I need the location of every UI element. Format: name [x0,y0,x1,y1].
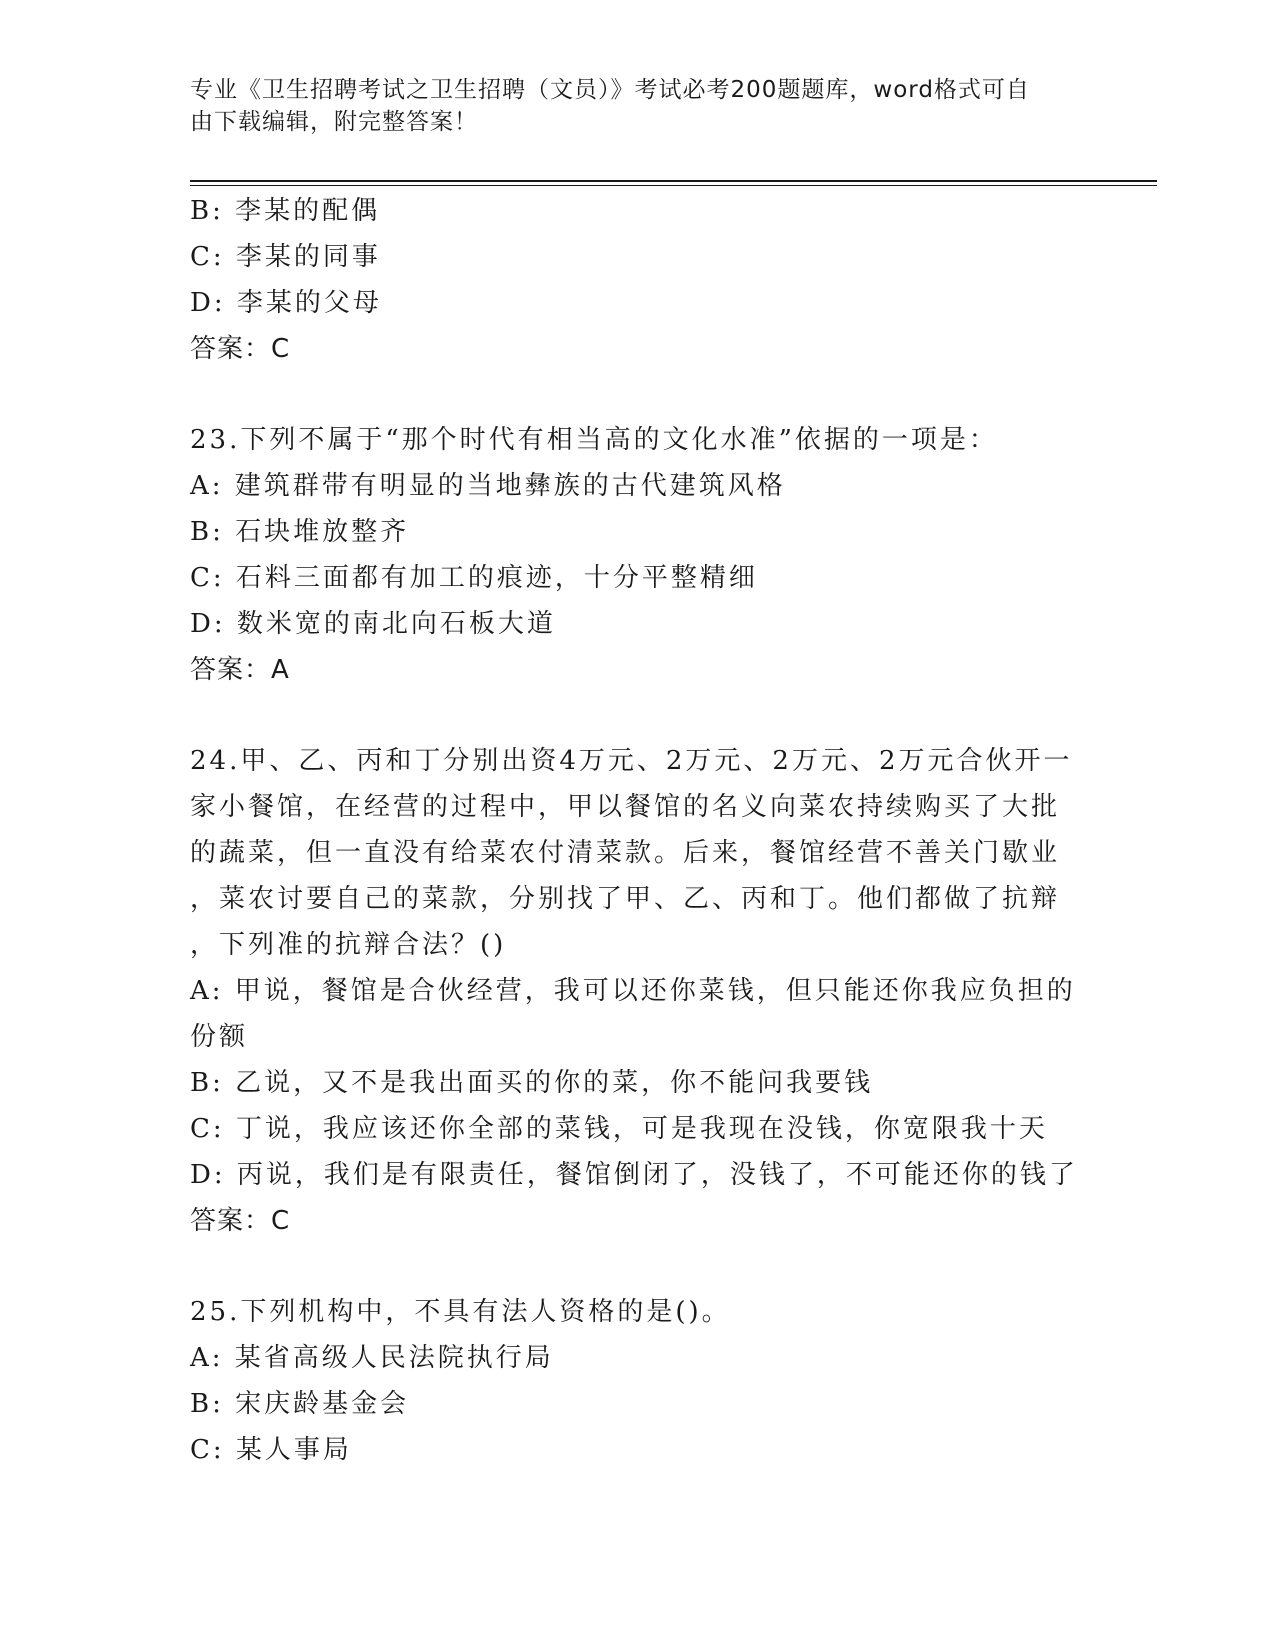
header-rule-thick [190,180,1157,182]
question-content [190,188,1090,1473]
spacer [190,1244,1090,1289]
option-c: C: 某人事局 [190,1435,352,1465]
option-c: C: 丁说，我应该还你全部的菜钱，可是我现在没钱，你宽限我十天 [190,1114,1048,1144]
question-stem-line: 家小餐馆，在经营的过程中，甲以餐馆的名义向菜农持续购买了大批 [190,792,1061,822]
question-stem-line: 24.甲、乙、丙和丁分别出资4万元、2万元、2万元、2万元合伙开一 [190,746,1073,776]
option-b: B: 乙说，又不是我出面买的你的菜，你不能问我要钱 [190,1068,874,1098]
question-stem-line: ，下列准的抗辩合法？() [190,930,507,960]
spacer [190,693,1090,738]
question-22-continued [190,188,1090,372]
question-stem: 25.下列机构中，不具有法人资格的是()。 [190,1297,731,1327]
option-a: A: 建筑群带有明显的当地彝族的古代建筑风格 [190,471,786,501]
option-c: C: 石料三面都有加工的痕迹，十分平整精细 [190,563,758,593]
option-b: B: 李某的配偶 [190,196,381,226]
option-b: B: 宋庆龄基金会 [190,1389,410,1419]
question-stem: 23.下列不属于“那个时代有相当高的文化水准”依据的一项是： [190,425,998,455]
option-a: A: 某省高级人民法院执行局 [190,1343,554,1373]
answer: 答案：C [190,334,291,364]
option-a: A: 甲说，餐馆是合伙经营，我可以还你菜钱，但只能还你我应负担的 [190,976,1076,1006]
answer: 答案：C [190,1206,291,1236]
question-25 [190,1289,1090,1473]
header-line-2: 由下载编辑，附完整答案！ [190,109,478,135]
option-d: D: 李某的父母 [190,288,382,318]
question-24 [190,738,1090,1244]
option-b: B: 石块堆放整齐 [190,517,410,547]
question-stem-line: ，菜农讨要自己的菜款，分别找了甲、乙、丙和丁。他们都做了抗辩 [190,884,1061,914]
header-line-1: 专业《卫生招聘考试之卫生招聘（文员）》考试必考200题题库，word格式可自 [190,77,1030,103]
option-a-continued: 份额 [190,1022,249,1052]
page-header [190,74,1080,138]
header-rule-thin [190,185,1157,186]
question-stem-line: 的蔬菜，但一直没有给菜农付清菜款。后来，餐馆经营不善关门歇业 [190,838,1061,868]
question-23 [190,417,1090,693]
spacer [190,372,1090,417]
option-d: D: 数米宽的南北向石板大道 [190,609,556,639]
option-d: D: 丙说，我们是有限责任，餐馆倒闭了，没钱了，不可能还你的钱了 [190,1160,1078,1190]
option-c: C: 李某的同事 [190,242,381,272]
answer: 答案：A [190,655,290,685]
